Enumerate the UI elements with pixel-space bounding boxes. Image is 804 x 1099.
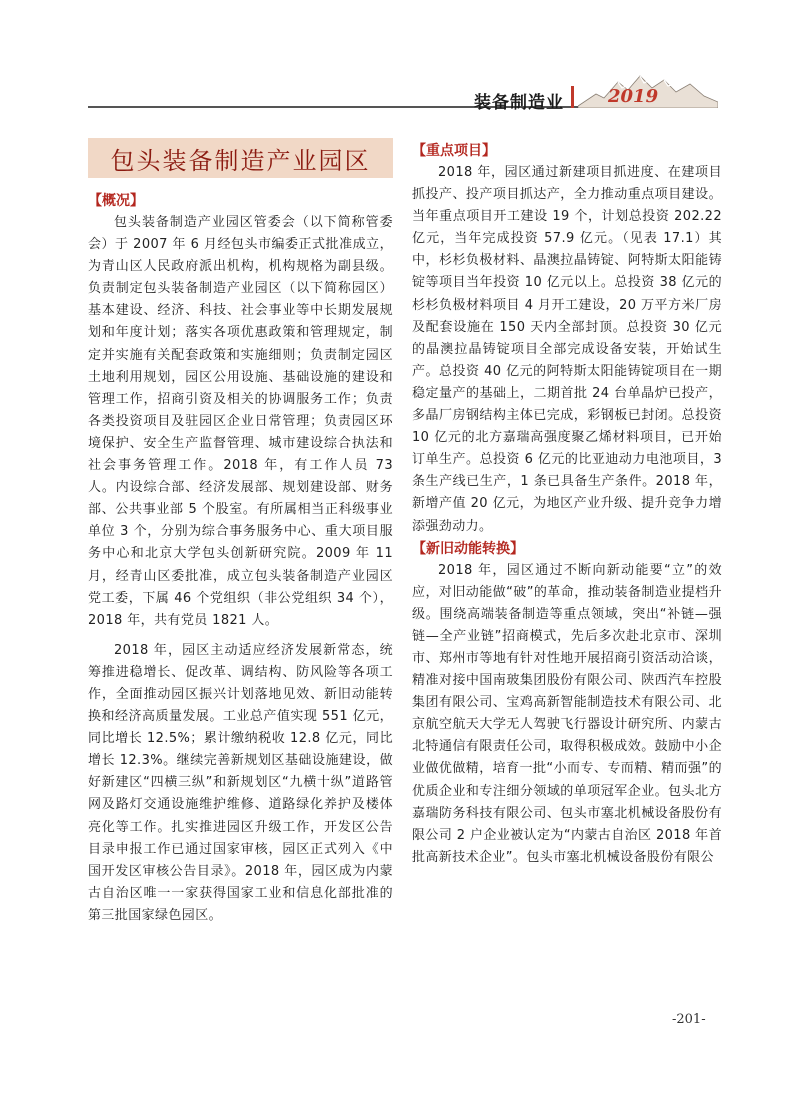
energy-conversion-paragraph: 2018 年，园区通过不断向新动能要“立”的效应，对旧动能做“破”的革命，推动装备制造业提档升级。围绕高端装备制造等重点领域，突出“补链—强链—全产业链”招商模式，先后多次赴北京市、深圳市、郑州市等地有针对性地开展招商引资活动洽谈，精准对接中国南玻集团股份有限公司、陕西汽车控股集团有限公司、宝鸡高新智能制造技术有限公司、北京航空航天大学无人驾驶飞行器设计研究所、内蒙古北特通信有限责任公司，取得积极成效。鼓励中小企业做优做精，培育一批“小而专、专而精、精而强”的优质企业和专注细分领域的单项冠军企业。包头北方嘉瑞防务科技有限公司、包头市塞北机械设备股份有限公司 2 户企业被认定为“内蒙古自治区 2018 年首批高新技术企业”。包头市塞北机械设备股份有限公 (412, 562, 722, 865)
header-year: 2019 (608, 86, 659, 107)
page-number: -201- (672, 1012, 706, 1027)
overview-paragraph-1: 包头装备制造产业园区管委会（以下简称管委会）于 2007 年 6 月经包头市编委正式批准成立，为青山区人民政府派出机构，机构规格为副县级。负责制定包头装备制造产业园区（以下简称园区）基本建设、经济、科技、社会事业等中长期发展规划和年度计划；落实各项优惠政策和管理规定，制定并实施有关配套政策和实施细则；负责制定园区土地利用规划，园区公用设施、基础设施的建设和管理工作，招商引资及相关的协调服务工作；负责各类投资项目及驻园区企业日常管理；负责园区环境保护、安全生产监督管理、城市建设综合执法和社会事务管理工作。2018 年，有工作人员 73 人。内设综合部、经济发展部、规划建设部、财务部、公共事业部 5 个股室。有所属相当正科级事业单位 3 个，分别为综合事务服务中心、重大项目服务中心和北京大学包头创新研究院。2009 年 11 月，经青山区委批准，成立包头装备制造产业园区党工委，下属 46 个党组织（非公党组织 34 个），2018 年，共有党员 1821 人。 (88, 215, 393, 628)
overview-heading: 【概况】 (88, 193, 144, 209)
energy-conversion-heading: 【新旧动能转换】 (412, 540, 524, 557)
header-section-title: 装备制造业 (474, 93, 564, 113)
left-column (88, 138, 393, 927)
running-header (88, 70, 718, 120)
article-title: 包头装备制造产业园区 (88, 138, 393, 178)
right-column (412, 138, 722, 869)
header-divider (571, 86, 574, 108)
key-projects-heading: 【重点项目】 (412, 143, 496, 159)
overview-paragraph-2: 2018 年，园区主动适应经济发展新常态，统筹推进稳增长、促改革、调结构、防风险等各项工作，全面推动园区振兴计划落地见效、新旧动能转换和经济高质量发展。工业总产值实现 551 亿元，同比增长 12.5%；累计缴纳税收 12.8 亿元，同比增长 12.3%。继续完善新规划区基础设施建设，做好新建区“四横三纵”和新规划区“九横十纵”道路管网及路灯交通设施维护维修、道路绿化养护及楼体亮化等工作。扎实推进园区升级工作，开发区公告目录申报工作已通过国家审核，园区正式列入《中国开发区审核公告目录》。2018 年，园区成为内蒙古自治区唯一一家获得国家工业和信息化部批准的第三批国家绿色园区。 (88, 642, 393, 923)
key-projects-paragraph: 2018 年，园区通过新建项目抓进度、在建项目抓投产、投产项目抓达产，全力推动重点项目建设。当年重点项目开工建设 19 个，计划总投资 202.22 亿元，当年完成投资 57.9 亿元。（见表 17.1）其中，杉杉负极材料、晶澳拉晶铸锭、阿特斯太阳能铸锭等项目当年投资 10 亿元以上。总投资 38 亿元的杉杉负极材料项目 4 月开工建设，20 万平方米厂房及配套设施在 150 天内全部封顶。总投资 30 亿元的晶澳拉晶铸锭项目全部完成设备安装，开始试生产。总投资 40 亿元的阿特斯太阳能铸锭项目在一期稳定量产的基础上，二期首批 24 台单晶炉已投产，多晶厂房钢结构主体已完成，彩钢板已封闭。总投资 10 亿元的北方嘉瑞高强度聚乙烯材料项目，已开始订单生产。总投资 6 亿元的比亚迪动力电池项目，3 条生产线已生产，1 条已具备生产条件。2018 年，新增产值 20 亿元，为地区产业升级、提升竞争力增添强劲动力。 (412, 165, 722, 534)
